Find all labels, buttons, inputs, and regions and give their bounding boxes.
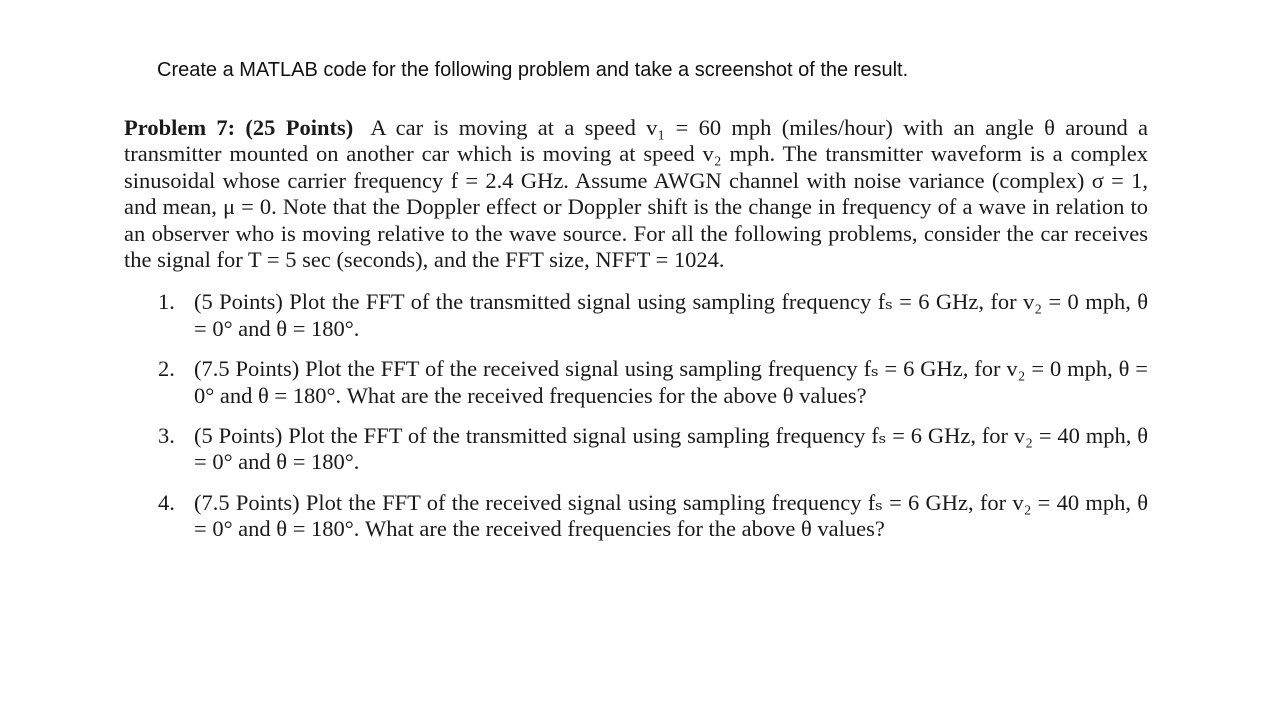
item-number: 3. — [158, 423, 175, 449]
problem-title: Problem 7: (25 Points) — [124, 115, 354, 140]
problem-item — [124, 423, 1148, 476]
item-number: 2. — [158, 356, 175, 382]
item-number: 4. — [158, 489, 175, 515]
item-text: (5 Points) Plot the FFT of the transmitted signal using sampling frequency fₛ = 6 GHz, for v₂ = 0 mph, θ = 0° and θ = 180°. — [194, 289, 1148, 341]
problem-intro — [124, 113, 1148, 273]
problem-block — [124, 113, 1148, 557]
problem-item — [124, 356, 1148, 409]
problem-item — [124, 490, 1148, 543]
problem-item-list — [124, 289, 1148, 542]
problem-body: A car is moving at a speed v₁ = 60 mph (miles/hour) with an angle θ around a transmitter mounted on another car which is moving at speed v₂ mph. The transmitter waveform is a complex sinusoidal whose carrier frequency f = 2.4 GHz. Assume AWGN channel with noise variance (complex) σ = 1, and mean, μ = 0. Note that the Doppler effect or Doppler shift is the change in frequency of a wave in relation to an observer who is moving relative to the wave source. For all the following problems, consider the car receives the signal for T = 5 sec (seconds), and the FFT size, NFFT = 1024. — [124, 115, 1148, 273]
item-text: (5 Points) Plot the FFT of the transmitted signal using sampling frequency fₛ = 6 GHz, for v₂ = 40 mph, θ = 0° and θ = 180°. — [194, 423, 1148, 475]
instruction-text: Create a MATLAB code for the following problem and take a screenshot of the result. — [157, 59, 909, 81]
problem-item — [124, 289, 1148, 342]
item-number: 1. — [158, 289, 175, 315]
item-text: (7.5 Points) Plot the FFT of the received signal using sampling frequency fₛ = 6 GHz, for v₂ = 0 mph, θ = 0° and θ = 180°. What are the received frequencies for the above θ values? — [194, 356, 1148, 408]
item-text: (7.5 Points) Plot the FFT of the received signal using sampling frequency fₛ = 6 GHz, for v₂ = 40 mph, θ = 0° and θ = 180°. What are the received frequencies for the above θ values? — [194, 489, 1148, 542]
